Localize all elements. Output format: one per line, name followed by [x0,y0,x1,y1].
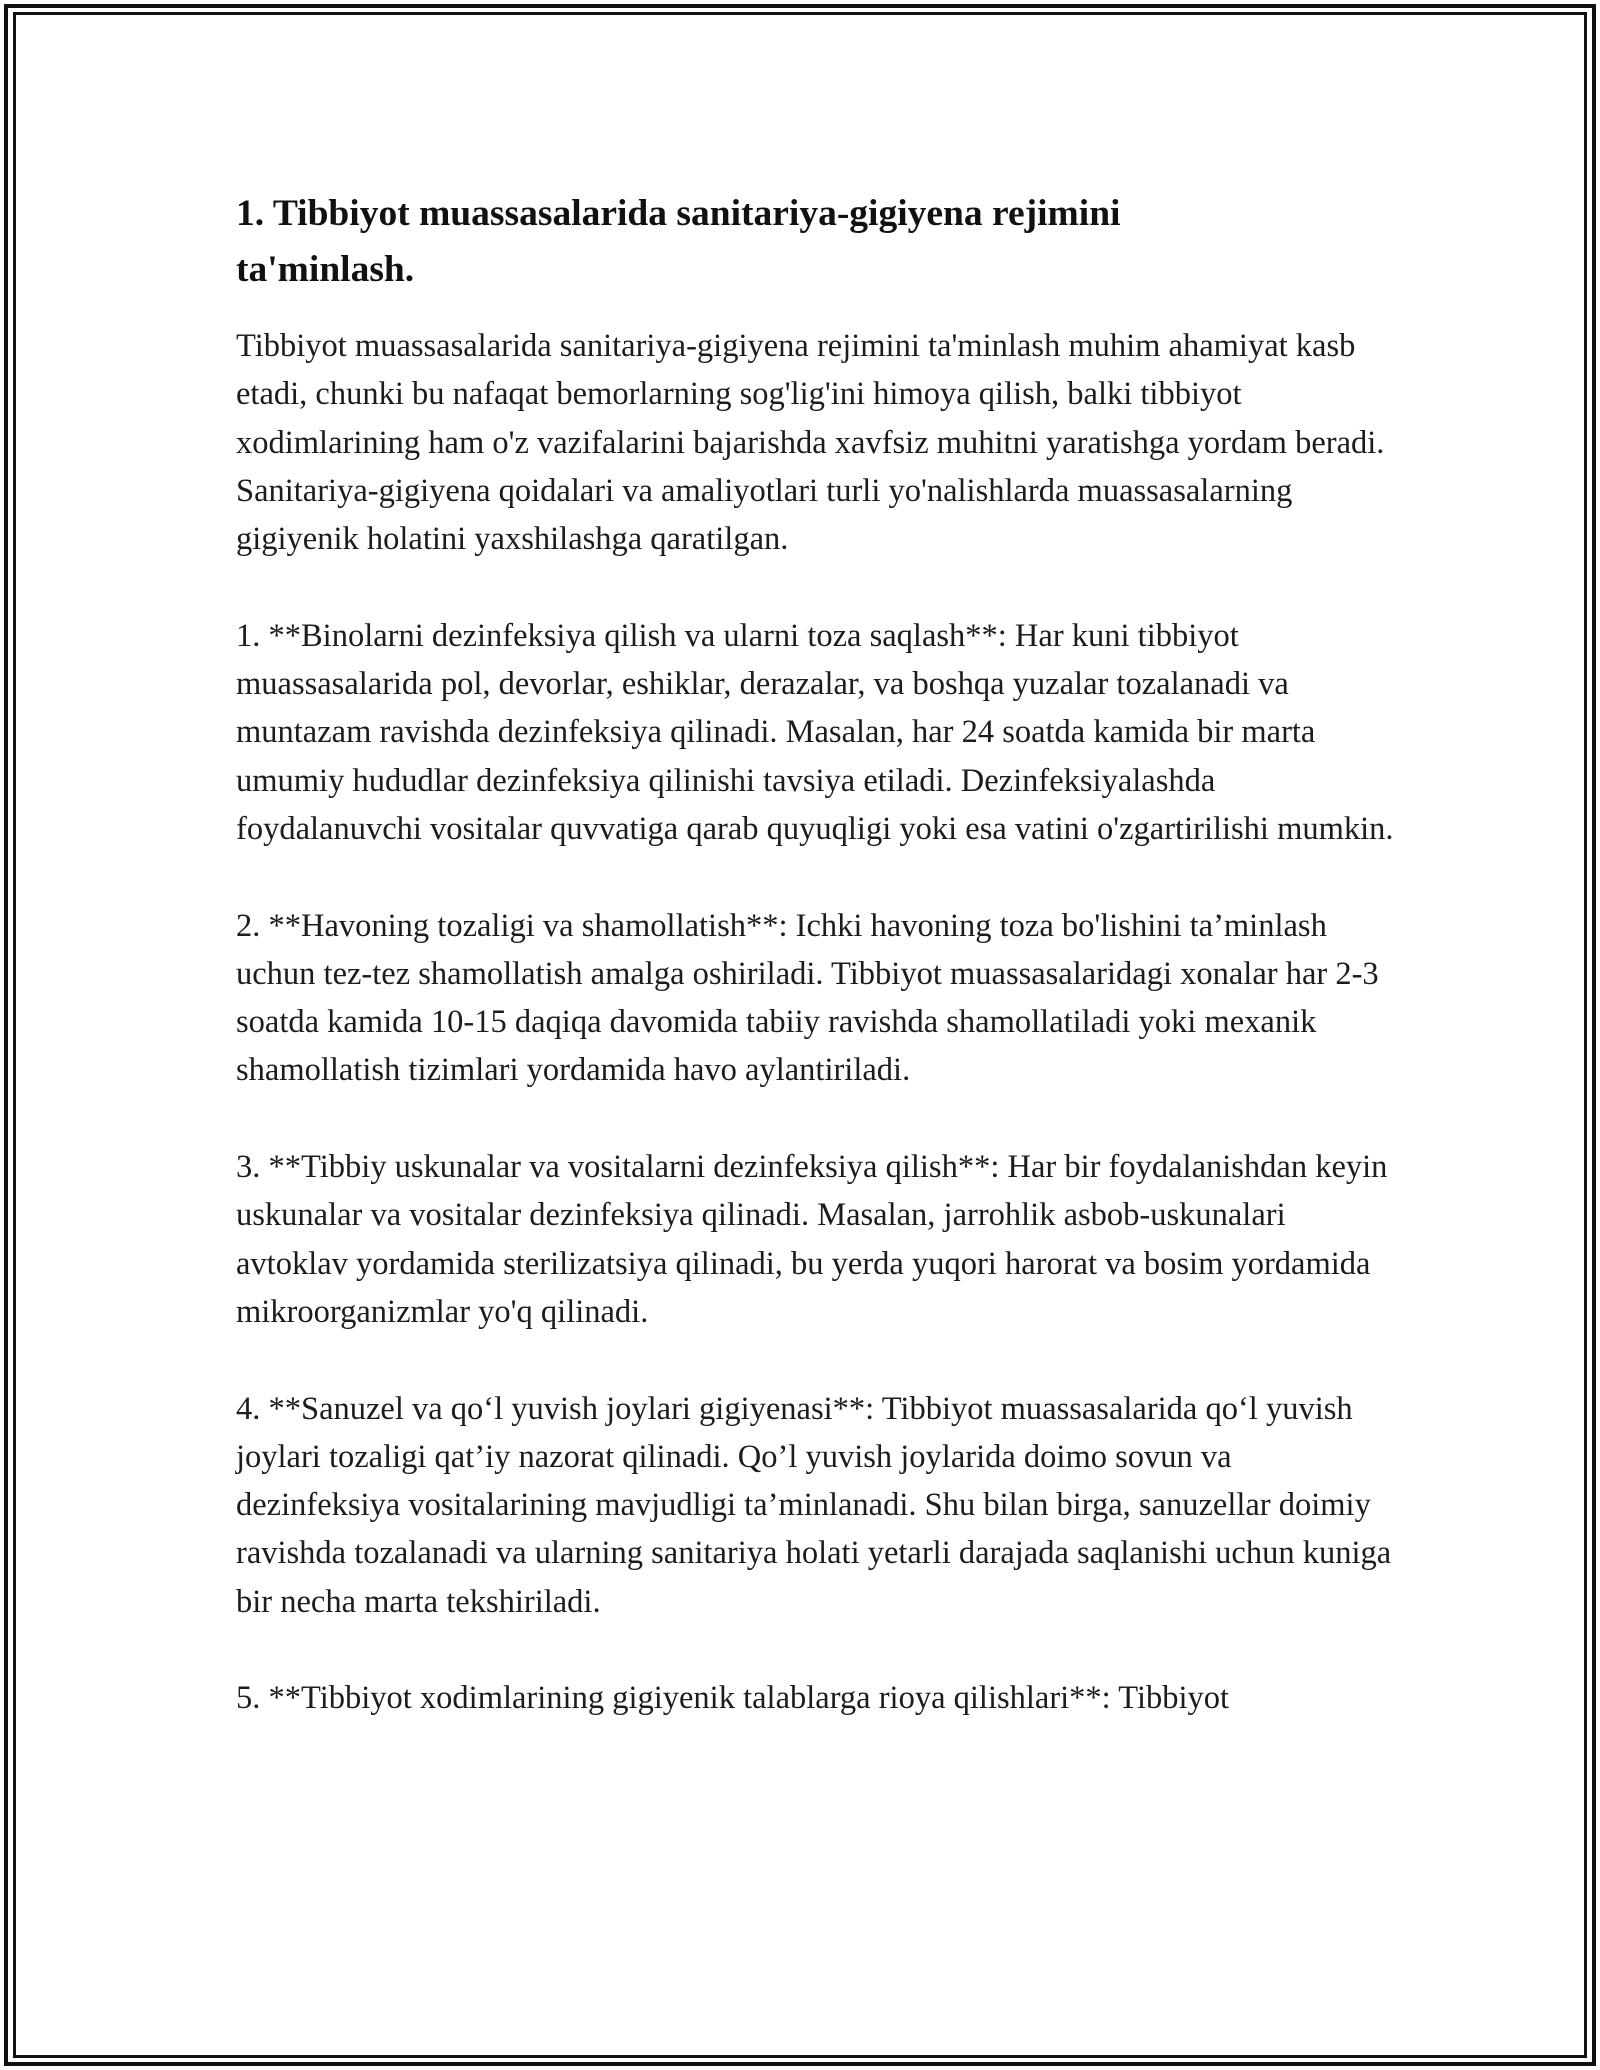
list-item-1: 1. **Binolarni dezinfeksiya qilish va ularni toza saqlash**: Har kuni tibbiyot muassasalarida pol, devorlar, eshiklar, derazalar, va boshqa yuzalar tozalanadi va muntazam ravishda dezinfeksiya qilinadi. Masalan, har 24 soatda kamida bir marta umumiy hududlar dezinfeksiya qilinishi tavsiya etiladi. Dezinfeksiyalashda foydalanuvchi vositalar quvvatiga qarab quyuqligi yoki esa vatini o'zgartirilishi mumkin. [236,617,1394,847]
title-line-2: ta'minlash. [236,249,415,290]
list-item-2: 2. **Havoning tozaligi va shamollatish**: Ichki havoning toza bo'lishini ta’minlash uchun tez-tez shamollatish amalga oshiriladi. Tibbiyot muassasalaridagi xonalar har 2-3 soatda kamida 10-15 daqiqa davomida tabiiy ravishda shamollatiladi yoki mexanik shamollatish tizimlari yordamida havo aylantiriladi. [236,907,1379,1089]
document-body [236,186,1396,1723]
list-item-4: 4. **Sanuzel va qo‘l yuvish joylari gigiyenasi**: Tibbiyot muassasalarida qo‘l yuvish joylari tozaligi qat’iy nazorat qilinadi. Qo’l yuvish joylarida doimo sovun va dezinfeksiya vositalarining mavjudligi ta’minlanadi. Shu bilan birga, sanuzellar doimiy ravishda tozalanadi va ularning sanitariya holati yetarli darajada saqlanishi uchun kuniga bir necha marta tekshiriladi. [236,1390,1392,1620]
title-line-1: 1. Tibbiyot muassasalarida sanitariya-gigiyena rejimini [236,193,1121,234]
document-title [236,186,1396,298]
list-item-5: 5. **Tibbiyot xodimlarining gigiyenik talablarga rioya qilishlari**: Tibbiyot [236,1680,1230,1717]
list-item-3: 3. **Tibbiy uskunalar va vositalarni dezinfeksiya qilish**: Har bir foydalanishdan keyin uskunalar va vositalar dezinfeksiya qilinadi. Masalan, jarrohlik asbob-uskunalari avtoklav yordamida sterilizatsiya qilinadi, bu yerda yuqori harorat va bosim yordamida mikroorganizmlar yo'q qilinadi. [236,1149,1388,1330]
intro-paragraph: Tibbiyot muassasalarida sanitariya-gigiyena rejimini ta'minlash muhim ahamiyat kasb etadi, chunki bu nafaqat bemorlarning sog'lig'ini himoya qilish, balki tibbiyot xodimlarining ham o'z vazifalarini bajarishda xavfsiz muhitni yaratishga yordam beradi. Sanitariya-gigiyena qoidalari va amaliyotlari turli yo'nalishlarda muassasalarning gigiyenik holatini yaxshilashga qaratilgan. [236,328,1385,558]
